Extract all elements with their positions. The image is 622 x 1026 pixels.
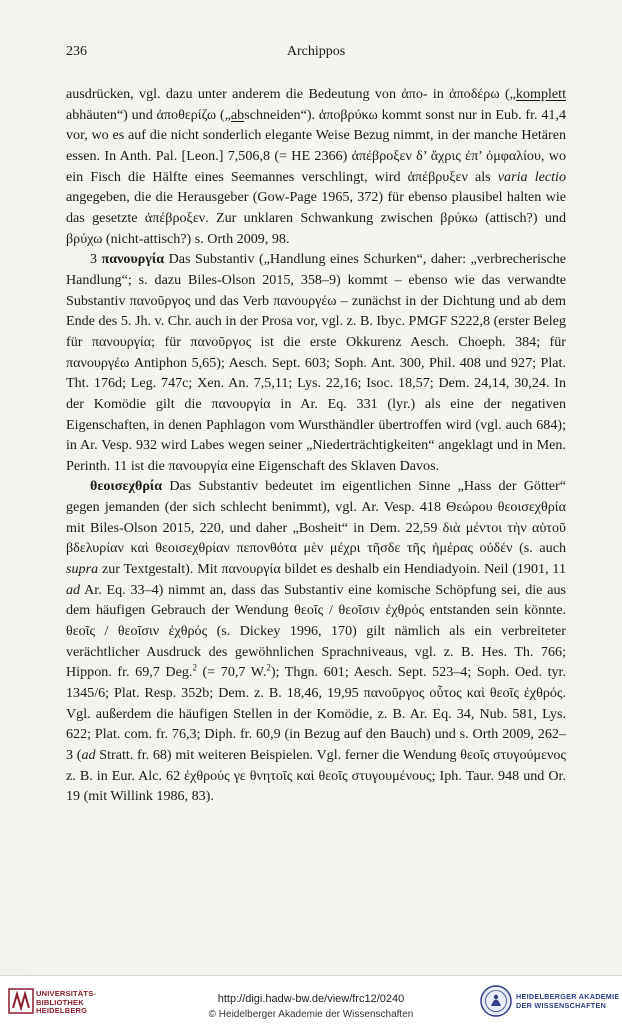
lemma-number: 3 <box>90 251 98 268</box>
page-header <box>66 44 566 62</box>
university-library-name: UNIVERSITÄTS- BIBLIOTHEK HEIDELBERG <box>36 989 97 1015</box>
digitization-footer <box>0 975 622 1026</box>
lemma-panourgia: πανουργία <box>101 251 165 268</box>
commentary-text <box>66 84 566 807</box>
paragraph-panourgia: 3 πανουργία Das Substantiv („Handlung eines Schurken“, daher: „verbrecherische Handlung“; s. dazu Biles-Olson 2015, 358–9) kommt – ebenso wie das verwandte Substantiv πανοῦργος und das Verb πανουργέω – zunächst in der Dichtung und ab dem Ende des 5. Jh. v. Chr. auch in der Prosa vor, vgl. z. B. Ibyc. PMGF S222,8 (erster Beleg für πανουργία; für πανοῦργος ist die erste Okkurenz Aesch. Choeph. 384; für πανουργέω Antiphon 5,65); Aesch. Sept. 603; Soph. Ant. 300, Phil. 408 und 927; Plat. Tht. 176d; Leg. 747c; Xen. An. 7,5,11; Lys. 22,16; Isoc. 18,57; Dem. 24,14, 30,24. In der Komödie gilt die πανουργία in Ar. Eq. 331 (lyr.) als eine der negativen Eigenschaften, in denen Paphlagon vom Wursthändler übertroffen wird (vgl. auch 684); in Ar. Vesp. 932 wird Labes wegen seiner „Niederträchtigkeiten“ angeklagt und in Men. Perinth. 11 ist die πανουργία eine Eigenschaft des Sklaven Davos. <box>66 251 566 474</box>
lemma-theoisechthria: θεοισεχθρία <box>90 478 163 495</box>
academy-name: HEIDELBERGER AKADEMIE DER WISSENSCHAFTEN <box>516 992 620 1010</box>
academy-seal-icon <box>480 985 512 1017</box>
paragraph-theoisechthria: θεοισεχθρία Das Substantiv bedeutet im eigentlichen Sinne „Hass der Götter“ gegen jemanden (der sich schlecht benimmt), vgl. Ar. Vesp. 418 Θεώρου θεοισεχθρία mit Biles-Olson 2015, 220, und daher „Bosheit“ in Dem. 22,59 διὰ μέντοι τὴν αὑτοῦ βδελυρίαν καὶ θεοισεχθρίαν πεπονθότα μὲν μέχρι τῆσδε τῆς ἡμέρας οὐδέν (s. auch supra zur Textgestalt). Mit πανουργία bildet es deshalb ein Hendiadyoin. Neil (1901, 11 ad Ar. Eq. 33–4) nimmt an, dass das Substantiv eine komische Schöpfung sei, die aus dem häufigen Gebrauch der Wendung θεοῖς / θεοῖσιν ἐχθρός entstanden sein könnte. θεοῖς / θεοῖσιν ἐχθρός (s. Dickey 1996, 170) gilt nämlich als ein verbreiteter verächtlicher Ausdruck des gewöhnlichen Sprachniveaus, vgl. z. B. Hes. Th. 766; Hippon. fr. 69,7 Deg.$^2$ (= 70,7 W.$^2$); Thgn. 601; Aesch. Sept. 523–4; Soph. Oed. tyr. 1345/6; Plat. Resp. 352b; Dem. z. B. 18,46, 19,95 πανοῦργος οὗτος καὶ θεοῖς ἐχθρός. Vgl. außerdem die häufigen Stellen in der Komödie, z. B. Ar. Eq. 34, Nub. 581, Lys. 622; Plat. com. fr. 76,3; Diph. fr. 60,9 (in Bezug auf den Bauch) und s. Orth 2009, 262–3 (ad Stratt. fr. 68) mit weiteren Beispielen. Vgl. ferner die Wendung θεοῖς στυγούμενος z. B. in Eur. Alc. 62 ἐχθρούς γε θνητοῖς καὶ θεοῖς στυγουμένους; Iph. Taur. 948 und Or. 19 (mit Willink 1986, 83). <box>66 478 566 805</box>
copyright-notice: © Heidelberger Akademie der Wissenschaften <box>208 1009 414 1020</box>
page-number: 236 <box>66 44 87 59</box>
permalink-url[interactable]: http://digi.hadw-bw.de/view/frc12/0240 <box>217 993 405 1005</box>
paragraph-apobryko: ausdrücken, vgl. dazu unter anderem die Bedeutung von ἀπο- in ἀποδέρω („komplett abhäuten“) und ἀποθερίζω („abschneiden“). ἀποβρύκω kommt sonst nur in Eub. fr. 41,4 vor, wo es auf die nicht sonderlich elegante Weise Bezug nimmt, in der manche Hetären essen. In Anth. Pal. [Leon.] 7,506,8 (= HE 2366) ἀπέβροξεν δ’ ἄχρις ἐπ’ ὀμφαλίου, wo ein Fisch die Hälfte eines Seemannes verschlingt, wird ἀπέβρυξεν als varia lectio angegeben, die die Herausgeber (Gow-Page 1965, 372) für ebenso plausibel halten wie das gesetzte ἀπέβροξεν. Zur unklaren Schwankung zwischen βρύκω (attisch?) und βρύχω (nicht-attisch?) s. Orth 2009, 98. <box>66 86 566 247</box>
running-head: Archippos <box>286 44 346 59</box>
